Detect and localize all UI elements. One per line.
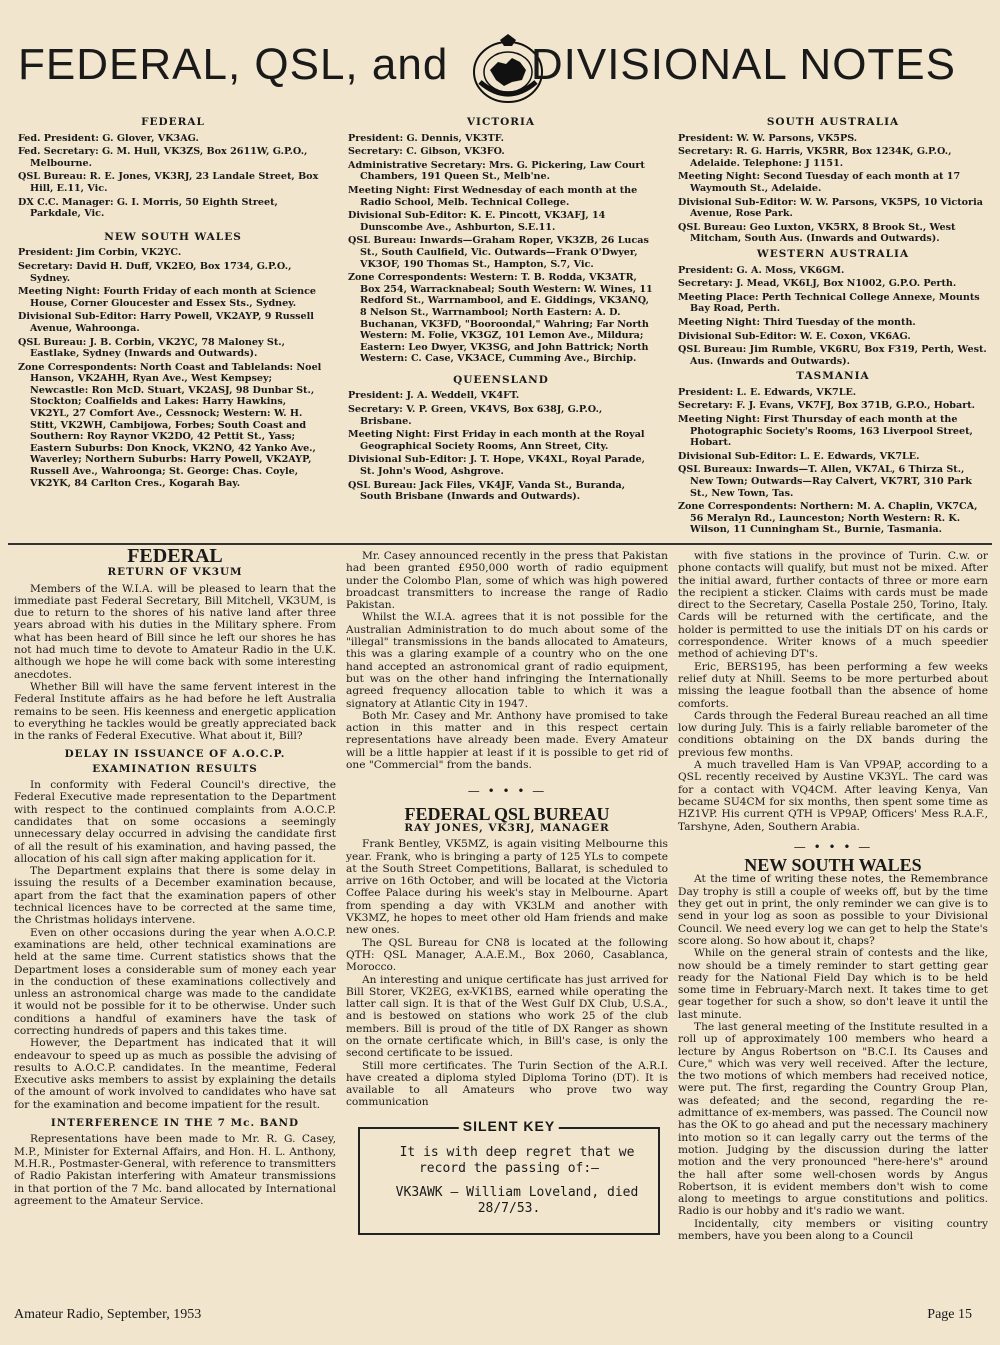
dir-item: QSL Bureau: Geo Luxton, VK5RX, 8 Brook St., West Mitcham, South Aus. (Inwards and Outwards). <box>678 221 956 245</box>
nsw-heading: NEW SOUTH WALES <box>104 230 242 243</box>
paragraph: Whilst the W.I.A. agrees that it is not possible for the Australian Administration to do much about some of the "illegal" transmissions in the bands allocated to Amateurs, this was a glaring example of a country who on the one hand accepted an astronomical grant of radio equipment, but was on the other hand infringing the Internationally agreed frequency allocation table to which it was a signatory at Atlantic City in 1947. <box>346 611 668 710</box>
footer-page-number: Page 15 <box>927 1307 972 1322</box>
dir-item: QSL Bureau: Jack Files, VK4JF, Vanda St., Buranda, South Brisbane (Inwards and Outwards). <box>348 479 626 503</box>
dir-item: QSL Bureau: J. B. Corbin, VK2YC, 78 Maloney St., Eastlake, Sydney (Inwards and Outwards). <box>18 336 285 360</box>
dir-item: Meeting Night: First Wednesday of each month at the Radio School, Melb. Technical College. <box>348 184 638 208</box>
silent-key-intro: It is with deep regret that we record the passing of:— <box>399 1144 635 1176</box>
dir-item: Secretary: C. Gibson, VK3FO. <box>348 146 505 158</box>
paragraph: Mr. Casey announced recently in the press that Pakistan had been granted £950,000 worth of radio equipment under the Colombo Plan, some of which was high powered broadcast transmitters to increase the range of Radio Pakistan. <box>346 550 668 612</box>
dir-item: Fed. Secretary: G. M. Hull, VK3ZS, Box 2611W, G.P.O., Melbourne. <box>18 146 308 169</box>
paragraph: Both Mr. Casey and Mr. Anthony have promised to take action in this matter and in this respect certain representations have already been made. Every Amateur will be a little happier at least if it is possible to get rid of one "Commercial" from the bands. <box>346 709 668 772</box>
dir-item: Divisional Sub-Editor: K. E. Pincott, VK3AFJ, 14 Dunscombe Ave., Ashburton, S.E.11. <box>348 210 606 233</box>
paragraph: with five stations in the province of Turin. C.w. or phone contacts will qualify, but must not be mixed. After the initial award, further contacts of three or more earn the recipient a sticker. Claims with cards must be made direct to the Secretary, Casella Postale 250, Torino, Italy. Cards will be returned with the certificate, and the holder is permitted to use the initials DT on his cards or correspondence. Writer knows of a much speedier method of achieving DT's. <box>678 550 988 661</box>
masthead-left: FEDERAL, QSL, and <box>18 40 449 89</box>
dir-item: Meeting Night: Second Tuesday of each month at 17 Waymouth St., Adelaide. <box>678 171 961 194</box>
federal-heading: FEDERAL <box>141 116 205 128</box>
dir-item: Secretary: David H. Duff, VK2EO, Box 1734, G.P.O., Sydney. <box>18 260 292 284</box>
footer-publication: Amateur Radio, September, 1953 <box>14 1307 202 1322</box>
directory-col-3 <box>678 113 988 538</box>
victoria-heading: VICTORIA <box>466 116 536 128</box>
article-col-1 <box>14 545 336 1207</box>
dir-item: QSL Bureaux: Inwards—T. Allen, VK7AL, 6 Thirza St., New Town; Outwards—Ray Calvert, VK7RT, 310 Park St., New Town, Tas. <box>678 464 972 499</box>
dir-item: Secretary: R. G. Harris, VK5RR, Box 1234K, G.P.O., Adelaide. Telephone: J 1151. <box>678 146 952 169</box>
sa-heading: SOUTH AUSTRALIA <box>766 116 900 128</box>
section-separator: — • • • — <box>793 839 873 854</box>
qsl-bureau-subheading: RAY JONES, VK3RJ, MANAGER <box>404 821 610 834</box>
paragraph: The Department explains that there is some delay in issuing the results of a December examination because, apart from the fact that the examination papers of other technical licences have to be corrected at the same time, the Christmas holidays intervene. <box>14 865 336 927</box>
dir-item: Meeting Night: Third Tuesday of the month. <box>678 316 916 328</box>
dir-item: Meeting Night: First Friday in each month at the Royal Geographical Society Rooms, Ann Street, City. <box>348 429 645 452</box>
interference-heading: INTERFERENCE IN THE 7 Mc. BAND <box>50 1117 300 1130</box>
dir-item: Divisional Sub-Editor: Harry Powell, VK2AYP, 9 Russell Avenue, Wahroonga. <box>18 311 314 334</box>
masthead-right: DIVISIONAL NOTES <box>530 40 956 89</box>
nsw-article-heading: NEW SOUTH WALES <box>744 855 922 876</box>
paragraph: Whether Bill will have the same fervent interest in the Federal Institute affairs as he had before he left Australia remains to be seen. His keenness and energetic application to everything he tackles would be greatly appreciated back in the ranks of Federal Executive. What about it, Bill? <box>14 680 336 743</box>
wa-heading: WESTERN AUSTRALIA <box>756 247 910 260</box>
silent-key-title: SILENT KEY <box>459 1118 559 1134</box>
queensland-heading: QUEENSLAND <box>453 373 549 386</box>
vk3um-heading: RETURN OF VK3UM <box>107 566 243 579</box>
directory-col-2 <box>348 113 654 505</box>
paragraph: Eric, BERS195, has been performing a few weeks relief duty at Nhill. Seems to be more perturbed about missing the league football than the absence of home comforts. <box>678 660 988 710</box>
paragraph: While on the general strain of contests and the like, now should be a timely reminder to start getting gear ready for the National Field Day which is to be held some time in February-March next. It takes time to get gear together for such a show, so don't leave it until the last minute. <box>678 947 988 1021</box>
dir-item: Fed. President: G. Glover, VK3AG. <box>18 132 199 144</box>
dir-item: President: L. E. Edwards, VK7LE. <box>678 386 857 398</box>
delay-heading: DELAY IN ISSUANCE OF A.O.C.P. <box>64 748 286 761</box>
dir-item: QSL Bureau: Inwards—Graham Roper, VK3ZB, 26 Lucas St., South Caulfield, Vic. Outwards—Frank O'Dwyer, VK3OF, 190 Thomas St., Hampton, S.7, Vic. <box>348 235 649 270</box>
dir-item: Zone Correspondents: Northern: M. A. Chaplin, VK7CA, 56 Meralyn Rd., Launceston; North Western: R. K. Wilson, 11 Cunningham St., Burnie, Tasmania. <box>678 501 978 536</box>
dir-item: Secretary: J. Mead, VK6LJ, Box N1002, G.P.O. Perth. <box>678 278 957 290</box>
qsl-bureau-heading: FEDERAL QSL BUREAU <box>404 803 610 824</box>
paragraph: The QSL Bureau for CN8 is located at the following QTH: QSL Manager, A.A.E.M., Box 2060, Casablanca, Morocco. <box>346 936 668 974</box>
dir-item: President: W. W. Parsons, VK5PS. <box>678 132 858 144</box>
article-col-3 <box>678 550 988 1242</box>
dir-item: Divisional Sub-Editor: J. T. Hope, VK4XL, Royal Parade, St. John's Wood, Ashgrove. <box>348 454 645 478</box>
silent-key-box <box>358 1117 660 1235</box>
paragraph: However, the Department has indicated that it will endeavour to speed up as much as possible the advising of results to A.O.C.P. candidates. In the meantime, Federal Executive asks members to assist by explaining the details of the amount of work involved to candidates who have sat for the examination and become impatient for the result. <box>14 1037 336 1111</box>
masthead <box>0 40 1000 110</box>
paragraph: A much travelled Ham is Van VP9AP, according to a QSL recently received by Austine VK3YL. The card was for a contact with VQ4CM. After leaving Kenya, Van became SU4CM for six months, then spent some time as HZ1VP. His current QTH is VP9AP, Officers' Mess R.A.F., Tarshyne, Aden, Southern Arabia. <box>678 759 988 833</box>
article-col-2 <box>346 550 668 1235</box>
dir-item: QSL Bureau: R. E. Jones, VK3RJ, 23 Landale Street, Box Hill, E.11, Vic. <box>18 171 319 194</box>
paragraph: Representations have been made to Mr. R. G. Casey, M.P., Minister for External Affairs, and Hon. H. L. Anthony, M.H.R., Postmaster-General, with reference to transmitters of Radio Pakistan interfering with Amateur transmissions in that portion of the 7 Mc. band allocated by International agreement to the Amateur Service. <box>14 1133 336 1207</box>
paragraph: Even on other occasions during the year when A.O.C.P. examinations are held, other technical examinations are held at the same time. Current statistics shows that the Department loses a considerable sum of money each year in the conduction of these examinations collectively and unless an astronomical charge was made to the candidate it would not be possible for it to be otherwise. Under such conditions a handful of examiners have the task of correcting hundreds of papers and this takes time. <box>14 926 336 1037</box>
dir-item: Secretary: V. P. Green, VK4VS, Box 638J, G.P.O., Brisbane. <box>348 404 603 427</box>
paragraph: Incidentally, city members or visiting country members, have you been along to a Council <box>678 1217 988 1243</box>
dir-item: President: G. Dennis, VK3TF. <box>348 132 504 144</box>
dir-item: Zone Correspondents: Western: T. B. Rodda, VK3ATR, Box 254, Warracknabeal; South Western: W. Wines, 11 Redford St., Warrnambool, and E. Giddings, VK3ANQ, 8 Nelson St., Warrnambool; North Eastern: A. D. Buchanan, VK3FD, "Booroondal," Wahring; Far North Western: M. Folie, VK3GZ, 101 Lemon Ave., Mildura; Eastern: Leo Dwyer, VK3SG, and John Battrick; North Western: C. Case, VK3ACE, Cumming Ave., Birchip. <box>348 272 653 365</box>
tas-heading: TASMANIA <box>796 370 870 383</box>
paragraph: An interesting and unique certificate has just arrived for Bill Storer, VK2EG, ex-VK1BS, earned while operating the latter call sign. It is that of the West Gulf DX Club, U.S.A., and is bestowed on stations who work 25 of the club members. Bill is proud of the title of DX Ranger as shown on the ornate certificate which, in Bill's case, is only the second certificate to be issued. <box>346 973 668 1060</box>
dir-item: DX C.C. Manager: G. I. Morris, 50 Eighth Street, Parkdale, Vic. <box>18 196 278 220</box>
directory-col-1 <box>18 113 328 491</box>
dir-item: Zone Correspondents: North Coast and Tablelands: Noel Hanson, VK2AHH, Ryan Ave., West Kempsey; Newcastle: Ron McD. Stuart, VK2ASJ, 98 Dunbar St., Stockton; Coalfields and Lakes: Harry Hawkins, VK2YL, 27 Comfort Ave., Cessnock; Western: W. H. Stitt, VK2WH, Cambijowa, Forbes; South Coast and Southern: Roy Raynor VK2DO, 42 Pettit St., Yass; Eastern Suburbs: Don Knock, VK2NO, 42 Yanko Ave., Waverley; Northern Suburbs: Harry Powell, VK2AYP, Russell Ave., Wahroonga; St. George: Chas. Coyle, VK2YK, 84 Carlton Cres., Kogarah Bay. <box>18 361 322 489</box>
federal-article-heading: FEDERAL <box>127 545 223 567</box>
paragraph: Frank Bentley, VK5MZ, is again visiting Melbourne this year. Frank, who is bringing a party of 125 YLs to compete at the South Street Competitions, Ballarat, is scheduled to arrive on 16th October, and will be located at the Victoria Coffee Palace during his week's stay in Melbourne. Apart from spending a day with VK3LM and another with VK3MZ, he hopes to meet other old Ham friends and make new ones. <box>346 838 668 937</box>
dir-item: Administrative Secretary: Mrs. G. Pickering, Law Court Chambers, 191 Queen St., Melb'ne. <box>348 159 645 183</box>
paragraph: The last general meeting of the Institute resulted in a roll up of approximately 100 members who heard a lecture by Angus Robertson on "B.C.I. Its Causes and Cure," which was very well received. After the lecture, the two motions of which members had received notice, were put. The first, regarding the Country Group Plan, was defeated; and the second, regarding the re-admittance of ex-members, was passed. The Council now has the OK to go ahead and put the necessary machinery into motion so it can legally carry out the terms of the motion. Judging by the discussion during the latter motion and the very pronounced "here-here's" around the hall after some well-chosen words by Angus Robertson, it is evident members don't wish to come along to meetings to argue constitutions and politics. Radio is our hobby and it's radio we want. <box>678 1020 988 1218</box>
paragraph: At the time of writing these notes, the Remembrance Day trophy is still a couple of weeks off, but by the time they get out in print, the only reminder we can give is to send in your log as soon as possible to your Divisional Council. We need every log we can get to help the State's score along. So how about it, chaps? <box>678 873 988 947</box>
delay-subheading: EXAMINATION RESULTS <box>92 762 258 775</box>
dir-item: President: G. A. Moss, VK6GM. <box>678 264 845 276</box>
paragraph: Cards through the Federal Bureau reached an all time low during July. This is a fairly reliable barometer of the conditions obtaining on the DX bands during the previous few months. <box>678 709 988 759</box>
dir-item: Meeting Night: Fourth Friday of each month at Science House, Corner Gloucester and Essex Sts., Sydney. <box>18 286 317 309</box>
section-separator: — • • • — <box>467 784 547 799</box>
dir-item: Divisional Sub-Editor: L. E. Edwards, VK7LE. <box>678 450 920 462</box>
paragraph: In conformity with Federal Council's directive, the Federal Executive made representation to the Department with respect to the continued complaints from A.O.C.P. candidates that on some occasions a seemingly unnecessary delay occurred in advising the candidate first of all the result of his examination, and having passed, the allocation of his call sign after making application for it. <box>14 779 336 865</box>
dir-item: Divisional Sub-Editor: W. E. Coxon, VK6AG. <box>678 330 911 342</box>
dir-item: QSL Bureau: Jim Rumble, VK6RU, Box F319, Perth, West. Aus. (Inwards and Outwards). <box>678 344 987 367</box>
dir-item: Meeting Night: First Thursday of each month at the Photographic Society's Rooms, 163 Liverpool Street, Hobart. <box>678 414 973 449</box>
silent-key-entry: VK3AWK — William Loveland, died 28/7/53. <box>395 1184 639 1216</box>
paragraph: Members of the W.I.A. will be pleased to learn that the immediate past Federal Secretary, Bill Mitchell, VK3UM, is due to return to the shores of his native land after three years abroad with his duties in the Military sphere. From what has been heard of Bill since he left our shores he has not had much time to devote to Amateur Radio in the U.K. although we hope he will come back with some interesting anecdotes. <box>14 582 336 681</box>
dir-item: President: Jim Corbin, VK2YC. <box>18 247 182 259</box>
paragraph: Still more certificates. The Turin Section of the A.R.I. have created a diploma styled Diploma Torino (DT). It is available to all Amateurs who prove two way communication <box>346 1059 668 1109</box>
dir-item: President: J. A. Weddell, VK4FT. <box>348 390 520 402</box>
dir-item: Divisional Sub-Editor: W. W. Parsons, VK5PS, 10 Victoria Avenue, Rose Park. <box>678 196 983 220</box>
dir-item: Meeting Place: Perth Technical College Annexe, Mounts Bay Road, Perth. <box>678 291 980 315</box>
dir-item: Secretary: F. J. Evans, VK7FJ, Box 371B, G.P.O., Hobart. <box>678 400 976 412</box>
